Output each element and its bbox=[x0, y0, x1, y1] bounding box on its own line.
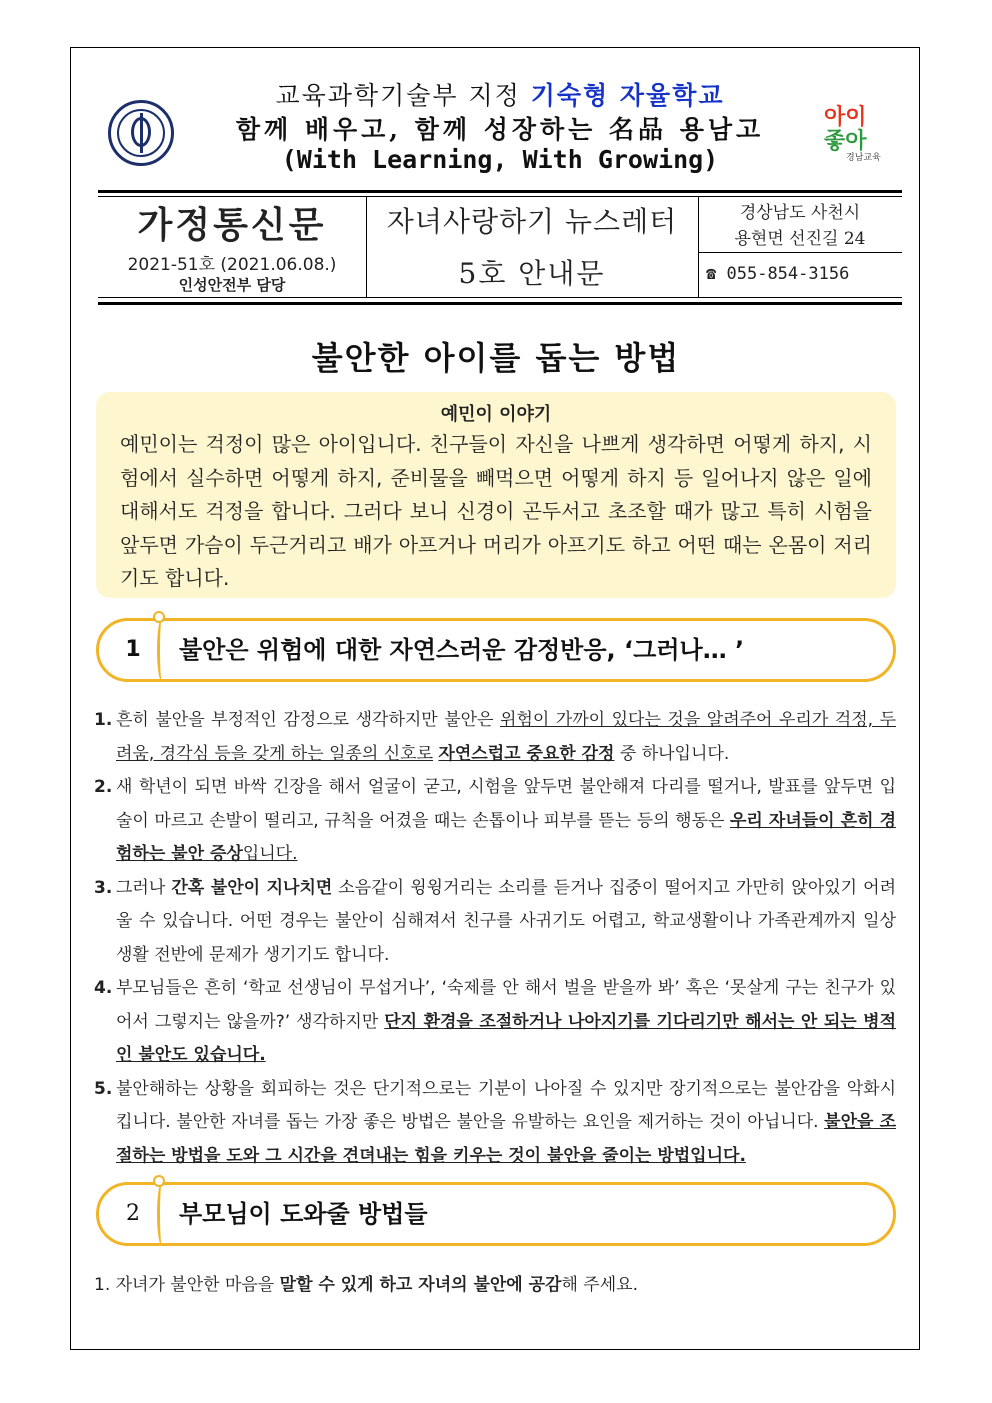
masthead-address-1: 경상남도 사천시 bbox=[739, 203, 861, 223]
section-label: 부모님이 도와줄 방법들 bbox=[179, 1200, 428, 1228]
gyeongnam-education-logo: 아이 좋아 경남교육 bbox=[824, 105, 881, 163]
help-list bbox=[94, 1272, 894, 1298]
list-item: 3. 그러나 간혹 불안이 지나치면 소음같이 윙윙거리는 소리를 듣거나 집중이 떨어지고 가만히 앉아있기 어려울 수 있습니다. 어떤 경우는 불안이 심해져서 친구를 사귀기도 어렵고, 학교생활이나 가족관계까지 일상생활 전반에 문제가 생기기도 합니다. bbox=[94, 877, 897, 965]
story-text: 예민이는 걱정이 많은 아이입니다. 친구들이 자신을 나쁘게 생각하면 어떻게 하지, 시험에서 실수하면 어떻게 하지, 준비물을 빼먹으면 어떻게 하지 등 일어나지 않은 일에 대해서도 걱정을 합니다. 그러다 보니 신경이 곤두서고 초조할 때가 많고 특히 시험을 앞두면 가슴이 두근거리고 배가 아프거나 머리가 아프기도 하고 어떤 때는 온몸이 저리기도 합니다. bbox=[120, 432, 872, 590]
section-dot-icon bbox=[153, 611, 165, 623]
masthead-title: 가정통신문 bbox=[137, 204, 327, 246]
list-item: 4. 부모님들은 흔히 ‘학교 선생님이 무섭거나’, ‘숙제를 안 해서 벌을 받을까 봐’ 혹은 ‘못살게 구는 친구가 있어서 그렇지는 않을까?’ 생각하지만 단지 환경을 조절하거나 나아지기를 기다리기만 해서는 안 되는 병적인 불안도 있습니다. bbox=[94, 978, 896, 1065]
section-divider bbox=[157, 618, 167, 682]
school-emblem-icon bbox=[108, 100, 174, 166]
list-item: 1. 자녀가 불안한 마음을 말할 수 있게 하고 자녀의 불안에 공감해 주세요. bbox=[94, 1275, 638, 1295]
masthead-address-2: 용현면 선진길 24 bbox=[734, 229, 866, 249]
masthead-rule bbox=[98, 302, 902, 305]
point-list bbox=[90, 704, 896, 1173]
masthead-department: 인성안전부 담당 bbox=[178, 276, 286, 294]
header-designation: 교육과학기술부 지정 기숙형 자율학교 bbox=[275, 81, 725, 110]
story-title: 예민이 이야기 bbox=[440, 404, 552, 425]
section-header-1 bbox=[96, 618, 896, 682]
masthead-number: 5호 안내문 bbox=[458, 257, 606, 290]
section-divider bbox=[157, 1182, 167, 1246]
section-number: 1 bbox=[125, 637, 141, 662]
header-motto: 함께 배우고, 함께 성장하는 名品 용남고 bbox=[235, 115, 765, 144]
masthead-issue: 2021-51호 (2021.06.08.) bbox=[127, 255, 337, 275]
phone-icon: ☎ bbox=[706, 264, 717, 284]
section-label: 불안은 위험에 대한 자연스러운 감정반응, ‘그러나… ’ bbox=[179, 636, 745, 664]
masthead-rule bbox=[98, 190, 902, 193]
section-dot-icon bbox=[153, 1175, 165, 1187]
story-box bbox=[96, 392, 896, 598]
masthead-rule bbox=[98, 297, 902, 298]
list-item: 1. 흔히 불안을 부정적인 감정으로 생각하지만 불안은 위험이 가까이 있다는 것을 알려주어 우리가 걱정, 두려움, 경각심 등을 갖게 하는 일종의 신호로 자연스럽고 중요한 감정 중 하나입니다. bbox=[94, 710, 896, 764]
list-item: 2. 새 학년이 되면 바싹 긴장을 해서 얼굴이 굳고, 시험을 앞두면 불안해져 다리를 떨거나, 발표를 앞두면 입술이 마르고 손발이 떨리고, 규칙을 어겼을 때는 손톱이나 피부를 뜯는 등의 행동은 우리 자녀들이 흔히 경험하는 불안 증상입니다. bbox=[94, 777, 896, 864]
section-header-2 bbox=[96, 1182, 896, 1246]
section-number: 2 bbox=[126, 1201, 140, 1226]
masthead-divider bbox=[698, 252, 902, 253]
list-item: 5. 불안해하는 상황을 회피하는 것은 단기적으로는 기분이 나아질 수 있지만 장기적으로는 불안감을 악화시킵니다. 불안한 자녀를 돕는 가장 좋은 방법은 불안을 유발하는 요인을 제거하는 것이 아닙니다. 불안을 조절하는 방법을 도와 그 시간을 견뎌내는 힘을 키우는 것이 불안을 줄이는 방법입니다. bbox=[94, 1078, 896, 1166]
masthead-phone: ☎ 055-854-3156 bbox=[706, 264, 850, 284]
header-motto-english: (With Learning, With Growing) bbox=[281, 145, 719, 174]
page-title: 불안한 아이를 돕는 방법 bbox=[311, 339, 681, 377]
header-highlight: 기숙형 자율학교 bbox=[530, 81, 725, 110]
masthead-newsletter: 자녀사랑하기 뉴스레터 bbox=[386, 205, 678, 238]
